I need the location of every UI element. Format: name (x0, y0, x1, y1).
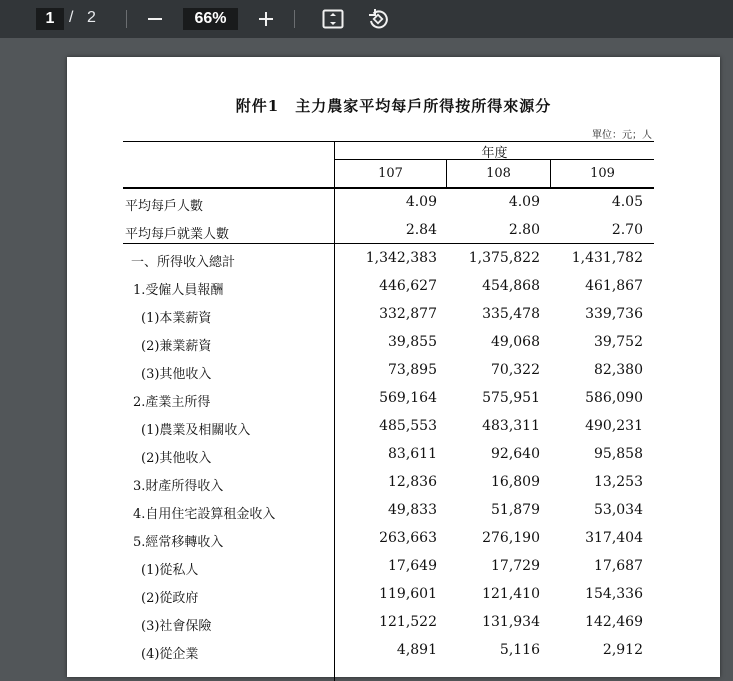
table-row (67, 217, 720, 245)
cell-107: 49,833 (388, 502, 437, 518)
cell-108: 454,868 (482, 278, 540, 294)
cell-109: 586,090 (585, 390, 643, 406)
cell-107: 119,601 (379, 586, 437, 602)
table-row (67, 385, 720, 413)
cell-108: 51,879 (491, 502, 540, 518)
rotate-icon[interactable] (366, 7, 390, 31)
cell-107: 121,522 (379, 614, 437, 630)
year-header-107: 107 (378, 166, 403, 181)
cell-108: 70,322 (491, 362, 540, 378)
table-row (67, 329, 720, 357)
row-label: 平均每戶人數 (125, 199, 204, 214)
row-label: 4.自用住宅設算租金收入 (133, 507, 276, 522)
pdf-toolbar (0, 0, 733, 38)
cell-107: 12,836 (388, 474, 437, 490)
row-label: (4)從企業 (141, 647, 199, 662)
cell-108: 2.80 (508, 222, 540, 238)
year-header-108: 108 (486, 166, 511, 181)
row-label: 平均每戶就業人數 (125, 227, 230, 242)
row-label: (1)農業及相關收入 (141, 423, 251, 438)
row-label: 5.經常移轉收入 (133, 535, 224, 550)
row-label: (2)從政府 (141, 591, 199, 606)
row-label: (3)其他收入 (141, 367, 212, 382)
table-row (67, 581, 720, 609)
cell-109: 39,752 (594, 334, 643, 350)
document-viewer[interactable] (0, 38, 733, 662)
toolbar-divider (294, 10, 295, 28)
cell-109: 142,469 (585, 614, 643, 630)
pdf-page (67, 57, 720, 677)
cell-109: 13,253 (594, 474, 643, 490)
cell-107: 446,627 (379, 278, 437, 294)
cell-108: 92,640 (491, 446, 540, 462)
cell-107: 2.84 (405, 222, 437, 238)
cell-108: 49,068 (491, 334, 540, 350)
cell-107: 485,553 (379, 418, 437, 434)
cell-108: 4.09 (508, 194, 540, 210)
cell-109: 82,380 (594, 362, 643, 378)
cell-107: 1,342,383 (365, 250, 437, 266)
cell-108: 483,311 (482, 418, 540, 434)
cell-107: 4.09 (405, 194, 437, 210)
row-label: (2)兼業薪資 (141, 339, 212, 354)
cell-109: 95,858 (594, 446, 643, 462)
row-label: (3)社會保險 (141, 619, 212, 634)
table-row (67, 245, 720, 273)
zoom-input[interactable]: 66% (183, 8, 238, 30)
unit-note: 單位：元；人 (592, 130, 652, 141)
row-label: (2)其他收入 (141, 451, 212, 466)
page-number-input[interactable]: 1 (36, 8, 64, 30)
cell-107: 17,649 (388, 558, 437, 574)
fit-to-page-icon[interactable] (321, 7, 345, 31)
cell-109: 154,336 (585, 586, 643, 602)
cell-108: 17,729 (491, 558, 540, 574)
cell-109: 53,034 (594, 502, 643, 518)
table-row (67, 637, 720, 665)
cell-107: 263,663 (379, 530, 437, 546)
row-label: 3.財產所得收入 (133, 479, 224, 494)
table-row (67, 357, 720, 385)
minus-icon[interactable] (143, 7, 167, 31)
cell-108: 276,190 (482, 530, 540, 546)
plus-icon[interactable] (254, 7, 278, 31)
cell-109: 4.05 (611, 194, 643, 210)
table-row (67, 441, 720, 469)
table-row (67, 469, 720, 497)
year-header: 年度 (481, 146, 508, 161)
row-label: 1.受僱人員報酬 (133, 283, 224, 298)
table-row (67, 553, 720, 581)
row-label: (1)從私人 (141, 563, 199, 578)
cell-109: 317,404 (585, 530, 643, 546)
cell-109: 490,231 (585, 418, 643, 434)
table-row (67, 525, 720, 553)
page-total: 2 (87, 9, 96, 26)
cell-108: 5,116 (499, 642, 540, 658)
cell-107: 83,611 (388, 446, 437, 462)
cell-109: 339,736 (585, 306, 643, 322)
cell-108: 121,410 (482, 586, 540, 602)
cell-107: 39,855 (388, 334, 437, 350)
row-label: 2.產業主所得 (133, 395, 211, 410)
cell-109: 2.70 (611, 222, 643, 238)
cell-107: 332,877 (379, 306, 437, 322)
cell-108: 131,934 (482, 614, 540, 630)
cell-108: 16,809 (491, 474, 540, 490)
cell-109: 2,912 (602, 642, 643, 658)
table-row (67, 497, 720, 525)
cell-109: 461,867 (585, 278, 643, 294)
row-label: (1)本業薪資 (141, 311, 212, 326)
table-row (67, 189, 720, 217)
cell-107: 569,164 (379, 390, 437, 406)
table-row (67, 609, 720, 637)
page-separator: / (69, 9, 74, 26)
toolbar-divider (126, 10, 127, 28)
table-row (67, 301, 720, 329)
table-row (67, 413, 720, 441)
cell-107: 4,891 (396, 642, 437, 658)
table-row (67, 273, 720, 301)
cell-109: 1,431,782 (571, 250, 643, 266)
row-label: 一、所得收入總計 (131, 255, 236, 270)
year-header-109: 109 (590, 166, 615, 181)
document-title: 附件1 主力農家平均每戶所得按所得來源分 (235, 97, 552, 115)
cell-108: 335,478 (482, 306, 540, 322)
cell-108: 1,375,822 (468, 250, 540, 266)
cell-107: 73,895 (388, 362, 437, 378)
cell-109: 17,687 (594, 558, 643, 574)
cell-108: 575,951 (482, 390, 540, 406)
